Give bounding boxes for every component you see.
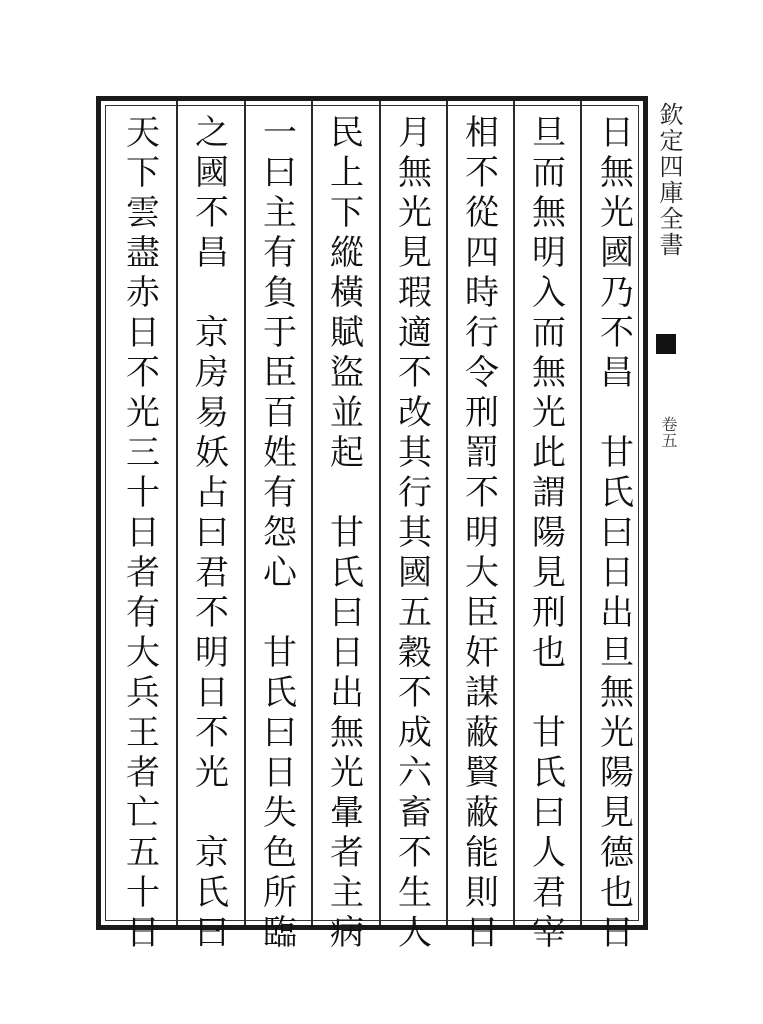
glyph: 賢 — [465, 753, 499, 793]
glyph: 曰 — [330, 593, 364, 633]
glyph: 王 — [126, 713, 160, 753]
book-title: 欽定四庫全書 — [655, 102, 683, 258]
glyph — [597, 393, 637, 433]
column-divider — [580, 101, 582, 925]
glyph: 雲 — [126, 193, 160, 233]
glyph: 主 — [330, 873, 364, 913]
glyph: 日 — [263, 753, 297, 793]
text-column-8 — [123, 113, 163, 953]
glyph: 兵 — [126, 673, 160, 713]
glyph: 日 — [600, 113, 634, 153]
glyph: 氏 — [195, 873, 229, 913]
glyph: 也 — [532, 633, 566, 673]
glyph: 適 — [398, 313, 432, 353]
glyph: 赤 — [126, 273, 160, 313]
glyph: 人 — [532, 833, 566, 873]
glyph: 心 — [263, 553, 297, 593]
glyph: 不 — [195, 193, 229, 233]
glyph: 上 — [330, 153, 364, 193]
glyph: 旦 — [600, 633, 634, 673]
text-column-2 — [529, 113, 569, 953]
glyph: 無 — [398, 153, 432, 193]
glyph: 之 — [195, 113, 229, 153]
glyph: 無 — [600, 153, 634, 193]
column-divider — [176, 101, 178, 925]
glyph — [260, 593, 300, 633]
glyph: 大 — [126, 633, 160, 673]
glyph: 行 — [465, 313, 499, 353]
glyph: 而 — [532, 153, 566, 193]
glyph: 見 — [532, 553, 566, 593]
glyph: 而 — [532, 313, 566, 353]
glyph: 穀 — [398, 633, 432, 673]
glyph: 君 — [532, 873, 566, 913]
glyph: 不 — [465, 473, 499, 513]
glyph: 光 — [398, 193, 432, 233]
glyph: 明 — [195, 633, 229, 673]
glyph: 生 — [398, 873, 432, 913]
text-column-7 — [192, 113, 232, 953]
glyph: 于 — [263, 313, 297, 353]
glyph: 陽 — [532, 513, 566, 553]
glyph: 國 — [600, 233, 634, 273]
glyph: 不 — [600, 313, 634, 353]
glyph: 明 — [465, 513, 499, 553]
glyph: 賦 — [330, 313, 364, 353]
glyph: 謀 — [465, 673, 499, 713]
glyph: 則 — [465, 873, 499, 913]
glyph: 京 — [195, 313, 229, 353]
glyph: 曰 — [263, 713, 297, 753]
glyph: 見 — [398, 233, 432, 273]
glyph: 甘 — [263, 633, 297, 673]
glyph: 橫 — [330, 273, 364, 313]
glyph: 日 — [195, 673, 229, 713]
glyph: 無 — [330, 713, 364, 753]
glyph: 國 — [195, 153, 229, 193]
glyph: 刑 — [532, 593, 566, 633]
glyph: 光 — [330, 753, 364, 793]
glyph: 德 — [600, 833, 634, 873]
fish-tail-mark-icon — [656, 334, 676, 354]
glyph: 暈 — [330, 793, 364, 833]
column-divider — [311, 101, 313, 925]
glyph — [192, 793, 232, 833]
glyph: 有 — [263, 233, 297, 273]
glyph: 日 — [126, 313, 160, 353]
glyph: 三 — [126, 433, 160, 473]
glyph: 臣 — [263, 353, 297, 393]
glyph: 月 — [398, 113, 432, 153]
glyph: 不 — [398, 833, 432, 873]
glyph: 曰 — [195, 913, 229, 953]
glyph: 易 — [195, 393, 229, 433]
glyph: 十 — [126, 473, 160, 513]
glyph: 曰 — [600, 513, 634, 553]
glyph — [529, 673, 569, 713]
glyph: 奸 — [465, 633, 499, 673]
glyph: 十 — [126, 873, 160, 913]
glyph: 負 — [263, 273, 297, 313]
glyph: 氏 — [330, 553, 364, 593]
glyph: 乃 — [600, 273, 634, 313]
glyph: 昌 — [600, 353, 634, 393]
glyph: 相 — [465, 113, 499, 153]
glyph: 無 — [532, 193, 566, 233]
glyph: 不 — [398, 353, 432, 393]
glyph: 日 — [330, 633, 364, 673]
glyph: 怨 — [263, 513, 297, 553]
glyph: 能 — [465, 833, 499, 873]
glyph: 六 — [398, 753, 432, 793]
glyph: 臨 — [263, 913, 297, 953]
glyph: 國 — [398, 553, 432, 593]
glyph: 出 — [330, 673, 364, 713]
glyph: 見 — [600, 793, 634, 833]
glyph: 光 — [532, 393, 566, 433]
glyph: 縱 — [330, 233, 364, 273]
glyph: 甘 — [600, 433, 634, 473]
glyph: 也 — [600, 873, 634, 913]
glyph: 此 — [532, 433, 566, 473]
glyph: 日 — [465, 913, 499, 953]
glyph: 人 — [398, 913, 432, 953]
glyph: 明 — [532, 233, 566, 273]
glyph: 無 — [532, 353, 566, 393]
glyph: 下 — [126, 153, 160, 193]
page-margin — [648, 96, 688, 930]
glyph: 行 — [398, 473, 432, 513]
glyph: 昌 — [195, 233, 229, 273]
glyph: 改 — [398, 393, 432, 433]
glyph: 時 — [465, 273, 499, 313]
glyph: 蔽 — [465, 713, 499, 753]
glyph: 光 — [126, 393, 160, 433]
text-frame — [96, 96, 648, 953]
glyph: 罰 — [465, 433, 499, 473]
text-column-3 — [462, 113, 502, 953]
glyph: 者 — [330, 833, 364, 873]
glyph: 君 — [195, 553, 229, 593]
glyph: 者 — [126, 553, 160, 593]
text-column-4 — [395, 113, 435, 953]
glyph: 旦 — [532, 113, 566, 153]
glyph — [327, 473, 367, 513]
glyph: 謂 — [532, 473, 566, 513]
glyph: 並 — [330, 393, 364, 433]
glyph: 五 — [126, 833, 160, 873]
glyph: 成 — [398, 713, 432, 753]
glyph: 無 — [600, 673, 634, 713]
glyph: 不 — [465, 153, 499, 193]
glyph: 光 — [195, 753, 229, 793]
glyph: 光 — [600, 193, 634, 233]
glyph: 五 — [398, 593, 432, 633]
volume-label: 卷五 — [659, 416, 678, 448]
glyph: 下 — [330, 193, 364, 233]
glyph: 曰 — [263, 153, 297, 193]
glyph: 不 — [398, 673, 432, 713]
glyph: 曰 — [532, 793, 566, 833]
glyph: 氏 — [263, 673, 297, 713]
glyph: 日 — [126, 913, 160, 953]
glyph: 日 — [600, 553, 634, 593]
glyph: 蔽 — [465, 793, 499, 833]
glyph: 失 — [263, 793, 297, 833]
glyph: 起 — [330, 433, 364, 473]
glyph: 日 — [600, 913, 634, 953]
glyph: 臣 — [465, 593, 499, 633]
glyph: 者 — [126, 753, 160, 793]
glyph: 曰 — [195, 513, 229, 553]
glyph: 天 — [126, 113, 160, 153]
glyph: 甘 — [330, 513, 364, 553]
glyph: 不 — [195, 593, 229, 633]
glyph: 妖 — [195, 433, 229, 473]
glyph: 大 — [465, 553, 499, 593]
glyph: 占 — [195, 473, 229, 513]
glyph: 入 — [532, 273, 566, 313]
glyph: 有 — [126, 593, 160, 633]
glyph — [192, 273, 232, 313]
glyph: 百 — [263, 393, 297, 433]
text-column-1 — [597, 113, 637, 953]
glyph: 從 — [465, 193, 499, 233]
glyph: 氏 — [532, 753, 566, 793]
glyph: 出 — [600, 593, 634, 633]
glyph: 姓 — [263, 433, 297, 473]
glyph: 房 — [195, 353, 229, 393]
glyph: 其 — [398, 433, 432, 473]
glyph: 氏 — [600, 473, 634, 513]
column-divider — [446, 101, 448, 925]
glyph: 京 — [195, 833, 229, 873]
text-column-5 — [327, 113, 367, 953]
column-divider — [379, 101, 381, 925]
glyph: 有 — [263, 473, 297, 513]
glyph: 畜 — [398, 793, 432, 833]
glyph: 病 — [330, 913, 364, 953]
glyph: 四 — [465, 233, 499, 273]
glyph: 其 — [398, 513, 432, 553]
glyph: 不 — [195, 713, 229, 753]
glyph: 色 — [263, 833, 297, 873]
glyph: 亡 — [126, 793, 160, 833]
text-column-6 — [260, 113, 300, 953]
glyph: 一 — [263, 113, 297, 153]
glyph: 光 — [600, 713, 634, 753]
glyph: 日 — [126, 513, 160, 553]
glyph: 民 — [330, 113, 364, 153]
glyph: 瑕 — [398, 273, 432, 313]
glyph: 盜 — [330, 353, 364, 393]
glyph: 甘 — [532, 713, 566, 753]
glyph: 宰 — [532, 913, 566, 953]
column-divider — [513, 101, 515, 925]
glyph: 陽 — [600, 753, 634, 793]
glyph: 盡 — [126, 233, 160, 273]
glyph: 所 — [263, 873, 297, 913]
glyph: 令 — [465, 353, 499, 393]
glyph: 刑 — [465, 393, 499, 433]
glyph: 不 — [126, 353, 160, 393]
glyph: 主 — [263, 193, 297, 233]
